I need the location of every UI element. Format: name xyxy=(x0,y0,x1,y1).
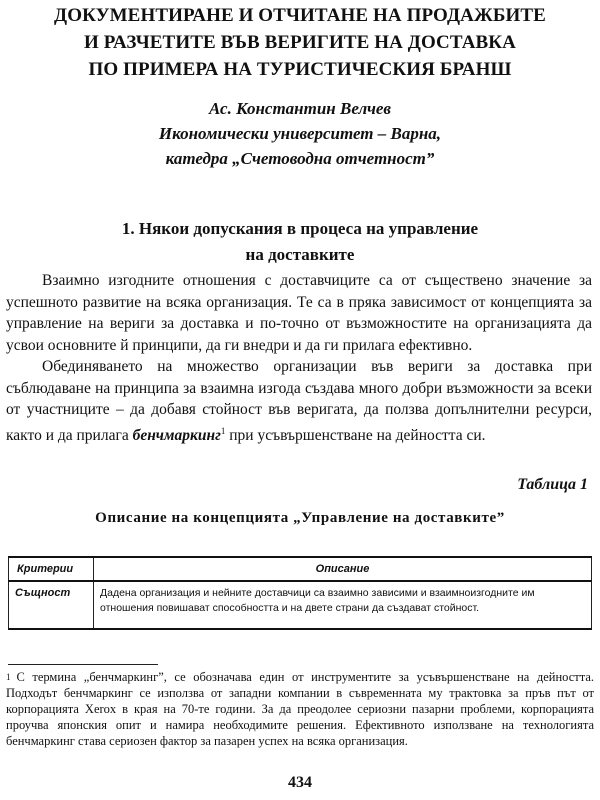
title-line-2: И РАЗЧЕТИТЕ ВЪВ ВЕРИГИТЕ НА ДОСТАВКА xyxy=(83,32,516,53)
paragraph-2-text: Обединяването на множество организации във вериги за доставка при съблюдаване на принципа за взаимна изгода създава много добри възможности за всеки от участниците – да добавя стойност във веригата, да ползва допълнителни ресурси, както и да прилага xyxy=(6,358,592,444)
cell-criterion: Същност xyxy=(9,581,94,629)
author-department: катедра „Счетоводна отчетност” xyxy=(165,149,435,168)
article-title xyxy=(10,2,590,83)
body-text xyxy=(6,270,592,446)
author-name: Ас. Константин Велчев xyxy=(208,99,392,118)
table-label: Таблица 1 xyxy=(517,476,588,493)
paragraph-2-end: при усъвършенстване на дейността си. xyxy=(225,426,486,444)
footnote-mark: 1 xyxy=(6,672,11,682)
title-line-3: ПО ПРИМЕРА НА ТУРИСТИЧЕСКИЯ БРАНШ xyxy=(88,59,512,80)
footnote-text: С термина „бенчмаркинг”, се обозначава един от инструментите за усъвършенстване на дейността. Подходът бенчмаркинг се използва от западни компании в съвременната му трактовка за пръв път от корпорацията Xerox в края на 70-те години. За да преодолее сериозни пазарни проблеми, корпорацията проучва японския опит и намира необходимите решения. Ефективното използване на технологията бенчмаркинг става сериозен фактор за пазарен успех на всяка организация. xyxy=(6,670,594,748)
section-heading-line-1: 1. Някои допускания в процеса на управление xyxy=(121,219,479,238)
table-caption: Описание на концепцията „Управление на доставките” xyxy=(95,510,505,526)
author-university: Икономически университет – Варна, xyxy=(158,124,442,143)
section-heading-line-2: на доставките xyxy=(245,245,355,264)
header-criteria: Критерии xyxy=(9,557,94,581)
criteria-table xyxy=(8,556,592,630)
header-description: Описание xyxy=(94,557,592,581)
footnote xyxy=(6,669,594,749)
footnote-ref: 1 xyxy=(220,425,226,436)
title-line-1: ДОКУМЕНТИРАНЕ И ОТЧИТАНЕ НА ПРОДАЖБИТЕ xyxy=(54,5,546,26)
paragraph-2 xyxy=(6,356,592,446)
term-benchmarking: бенчмаркинг xyxy=(132,426,221,444)
table-header-row xyxy=(9,557,592,581)
footnote-divider xyxy=(8,664,158,665)
paragraph-1: Взаимно изгодните отношения с доставчиците са от съществено значение за успешното развитие на всяка организация. Те са в пряка зависимост от концепцията за управление на вериги за доставка и по-точно от възможностите на организацията да усвои основните й принципи, да ги внедри и да ги прилага ефективно. xyxy=(6,272,592,354)
section-heading xyxy=(0,216,600,268)
author-block xyxy=(0,96,600,171)
cell-description: Дадена организация и нейните доставчици са взаимно зависими и взаимноизгодните им отношения повишават способността и на двете страни да създават стойност. xyxy=(94,581,592,629)
page-number: 434 xyxy=(288,774,312,791)
table-row xyxy=(9,581,592,629)
